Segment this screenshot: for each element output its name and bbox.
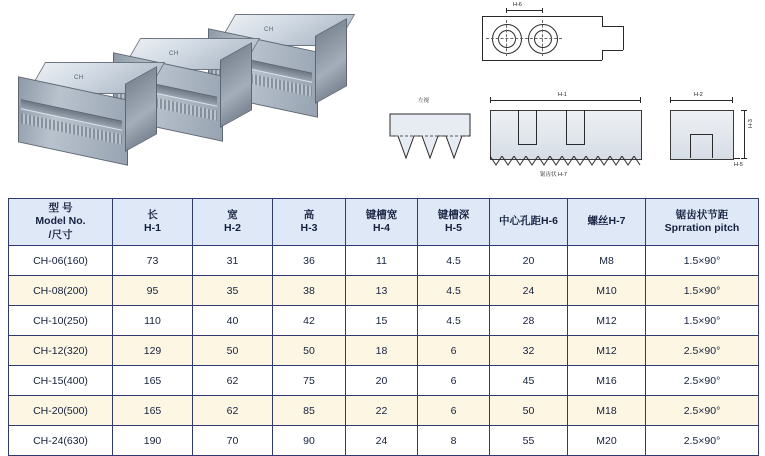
slot-2-bottom — [566, 144, 585, 145]
outline-top — [482, 16, 602, 17]
drawing-front-view — [488, 94, 648, 186]
dim-h5-label: H-5 — [734, 162, 743, 168]
cell-h2: 31 — [193, 246, 273, 276]
cell-h7: M16 — [568, 366, 646, 396]
cell-h7: M10 — [568, 276, 646, 306]
header-h3-line2: H-3 — [300, 222, 318, 234]
jaw-logo: CH — [264, 27, 274, 33]
bolt-hole-1-inner — [498, 30, 516, 48]
header-h4-line1: 键槽宽 — [365, 208, 398, 221]
header-h6 — [490, 199, 568, 246]
cell-h7: M18 — [568, 396, 646, 426]
cell-h5: 4.5 — [418, 306, 490, 336]
slot-2-right — [584, 110, 585, 144]
dim-h2-line — [670, 100, 732, 101]
cell-model: CH-10(250) — [9, 306, 113, 336]
dim-h1-line — [490, 100, 640, 101]
header-h2-line1: 宽 — [227, 208, 238, 221]
header-model-line3: /尺寸 — [48, 228, 73, 241]
header-h5 — [418, 199, 490, 246]
cell-model: CH-20(500) — [9, 396, 113, 426]
cell-h4: 11 — [346, 246, 418, 276]
nose-top — [602, 26, 623, 27]
header-h6-line1: 中心孔距H-6 — [499, 215, 558, 228]
header-h1-line2: H-1 — [144, 222, 161, 234]
dim-h6-tick-left — [506, 8, 507, 13]
left-view-label: 左视 — [418, 98, 430, 104]
cell-model: CH-24(630) — [9, 426, 113, 456]
step-right-lower — [602, 50, 603, 60]
side-body-outline — [670, 110, 734, 160]
dim-h3-line — [744, 110, 745, 158]
slot-2-left — [566, 110, 567, 144]
nose-bottom — [602, 50, 623, 51]
cell-h3: 36 — [273, 246, 346, 276]
cell-h6: 55 — [490, 426, 568, 456]
table-row — [9, 336, 759, 366]
jaw-logo: CH — [74, 75, 84, 81]
header-h5-line2: H-5 — [445, 222, 462, 234]
dim-h3-tick-top — [741, 110, 747, 111]
table-row — [9, 306, 759, 336]
table-header-row — [9, 199, 759, 246]
header-model-line2: Model No. — [35, 215, 86, 228]
cell-h1: 165 — [113, 396, 193, 426]
dim-h2-tick-left — [670, 97, 671, 103]
cell-h2: 40 — [193, 306, 273, 336]
cell-h5: 6 — [418, 336, 490, 366]
cell-h7: M12 — [568, 336, 646, 366]
dim-h3-tick-bottom — [741, 158, 747, 159]
drawing-right-view — [666, 94, 758, 186]
cell-h5: 4.5 — [418, 276, 490, 306]
cell-h3: 50 — [273, 336, 346, 366]
cell-pitch: 1.5×90° — [646, 276, 759, 306]
cell-pitch: 1.5×90° — [646, 246, 759, 276]
header-h1-line1: 长 — [147, 208, 158, 221]
cell-h6: 24 — [490, 276, 568, 306]
cell-h4: 15 — [346, 306, 418, 336]
table-row — [9, 366, 759, 396]
cell-model: CH-06(160) — [9, 246, 113, 276]
dim-h5-tick — [734, 158, 740, 159]
step-right-upper — [602, 16, 603, 26]
cell-h6: 45 — [490, 366, 568, 396]
side-slot-left — [690, 134, 691, 158]
jaw-logo: CH — [169, 51, 179, 57]
cell-h7: M12 — [568, 306, 646, 336]
slot-1-bottom — [518, 144, 537, 145]
header-h3-line1: 高 — [303, 208, 315, 221]
cell-h5: 8 — [418, 426, 490, 456]
cell-pitch: 1.5×90° — [646, 306, 759, 336]
cell-pitch: 2.5×90° — [646, 336, 759, 366]
table-row — [9, 396, 759, 426]
bolt-hole-2-inner — [534, 30, 552, 48]
dim-h1-tick-right — [640, 97, 641, 103]
cell-h5: 4.5 — [418, 246, 490, 276]
cell-model: CH-12(320) — [9, 336, 113, 366]
jaw-block-front — [18, 62, 168, 180]
header-model — [9, 199, 113, 246]
header-h2 — [193, 199, 273, 246]
header-pitch-line1: 锯齿状节距 — [675, 208, 729, 221]
cell-h3: 90 — [273, 426, 346, 456]
cell-h6: 28 — [490, 306, 568, 336]
dim-h3-label: H-3 — [748, 119, 754, 128]
cell-h6: 50 — [490, 396, 568, 426]
cell-h6: 32 — [490, 336, 568, 366]
top-illustration-area — [0, 0, 765, 196]
cell-h2: 62 — [193, 366, 273, 396]
cell-h4: 20 — [346, 366, 418, 396]
product-photo — [8, 6, 368, 186]
table-row — [9, 246, 759, 276]
dim-h6-line — [506, 10, 542, 11]
cell-h1: 95 — [113, 276, 193, 306]
cell-h5: 6 — [418, 366, 490, 396]
cell-h1: 165 — [113, 366, 193, 396]
drawing-top-view — [482, 2, 624, 68]
header-pitch-line2: Sprration pitch — [664, 222, 740, 234]
cell-h3: 38 — [273, 276, 346, 306]
cell-h4: 18 — [346, 336, 418, 366]
header-h2-line2: H-2 — [224, 222, 241, 234]
cell-h4: 13 — [346, 276, 418, 306]
technical-drawing — [378, 2, 760, 190]
cell-h7: M8 — [568, 246, 646, 276]
header-h7-line1: 螺丝H-7 — [587, 215, 626, 228]
header-h1 — [113, 199, 193, 246]
cell-h1: 129 — [113, 336, 193, 366]
cell-h2: 62 — [193, 396, 273, 426]
dim-h6-tick-right — [542, 8, 543, 13]
cell-h2: 70 — [193, 426, 273, 456]
spec-table — [8, 198, 759, 456]
side-slot-right — [712, 134, 713, 158]
dim-h2-tick-right — [732, 97, 733, 103]
header-h4-line2: H-4 — [373, 222, 390, 234]
cell-model: CH-08(200) — [9, 276, 113, 306]
dim-h1-label: H-1 — [558, 92, 567, 98]
slot-1-left — [518, 110, 519, 144]
slot-1-right — [536, 110, 537, 144]
cell-h2: 50 — [193, 336, 273, 366]
outline-bottom — [482, 60, 602, 61]
centerline-horizontal — [486, 38, 562, 39]
table-row — [9, 276, 759, 306]
cell-h3: 42 — [273, 306, 346, 336]
cell-h5: 6 — [418, 396, 490, 426]
header-h7 — [568, 199, 646, 246]
serration-note: 锯齿状 H-7 — [540, 172, 567, 178]
table-body — [9, 246, 759, 456]
centerline-vertical-2 — [542, 20, 543, 56]
cell-pitch: 2.5×90° — [646, 396, 759, 426]
cell-h1: 110 — [113, 306, 193, 336]
vteeth-shape — [384, 106, 480, 178]
spec-table-wrapper — [8, 198, 758, 456]
cell-h3: 85 — [273, 396, 346, 426]
cell-h4: 24 — [346, 426, 418, 456]
cell-h1: 190 — [113, 426, 193, 456]
cell-pitch: 2.5×90° — [646, 426, 759, 456]
outline-right — [623, 26, 624, 50]
drawing-left-view — [384, 98, 480, 178]
cell-h6: 20 — [490, 246, 568, 276]
side-slot-top — [690, 134, 713, 135]
header-h3 — [273, 199, 346, 246]
cell-h3: 75 — [273, 366, 346, 396]
header-h5-line1: 键槽深 — [437, 208, 470, 221]
header-h4 — [346, 199, 418, 246]
dim-h1-tick-left — [490, 97, 491, 103]
centerline-vertical-1 — [506, 20, 507, 56]
cell-pitch: 2.5×90° — [646, 366, 759, 396]
header-model-line1: 型 号 — [48, 202, 73, 215]
header-pitch — [646, 199, 759, 246]
table-row — [9, 426, 759, 456]
cell-h4: 22 — [346, 396, 418, 426]
dim-h2-label: H-2 — [694, 92, 703, 98]
table-header — [9, 199, 759, 246]
cell-h7: M20 — [568, 426, 646, 456]
cell-h1: 73 — [113, 246, 193, 276]
cell-h2: 35 — [193, 276, 273, 306]
cell-model: CH-15(400) — [9, 366, 113, 396]
outline-left — [482, 16, 483, 60]
serration-profile — [490, 156, 642, 168]
dim-h6-label: H-6 — [513, 2, 522, 8]
